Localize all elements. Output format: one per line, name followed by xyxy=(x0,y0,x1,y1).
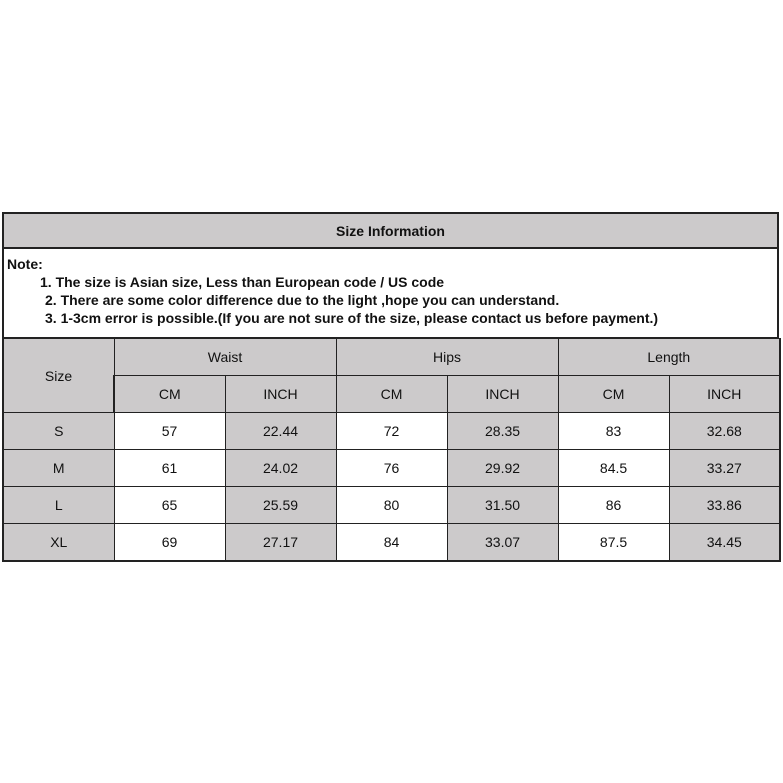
unit-cell: CM xyxy=(114,376,225,413)
note-line-3: 3. 1-3cm error is possible.(If you are not sure of the size, please contact us before payment.) xyxy=(45,310,659,326)
value-cell: 76 xyxy=(336,450,447,487)
size-cell: XL xyxy=(3,524,114,561)
value-cell: 29.92 xyxy=(447,450,558,487)
value-cell: 86 xyxy=(558,487,669,524)
value-cell: 32.68 xyxy=(669,413,780,450)
note-line-1: 1. The size is Asian size, Less than European code / US code xyxy=(40,274,445,290)
value-cell: 69 xyxy=(114,524,225,561)
size-chart-title xyxy=(2,212,779,249)
value-cell: 31.50 xyxy=(447,487,558,524)
table-unit-row xyxy=(3,376,780,413)
notes-section xyxy=(2,249,779,338)
table-row xyxy=(3,487,780,524)
size-table xyxy=(2,338,781,562)
note-line-2: 2. There are some color difference due to the light ,hope you can understand. xyxy=(45,292,560,308)
value-cell: 22.44 xyxy=(225,413,336,450)
value-cell: 33.86 xyxy=(669,487,780,524)
size-cell: L xyxy=(3,487,114,524)
value-cell: 65 xyxy=(114,487,225,524)
table-header-row xyxy=(3,339,780,376)
value-cell: 33.27 xyxy=(669,450,780,487)
value-cell: 61 xyxy=(114,450,225,487)
value-cell: 27.17 xyxy=(225,524,336,561)
size-chart xyxy=(2,212,779,562)
value-cell: 72 xyxy=(336,413,447,450)
value-cell: 57 xyxy=(114,413,225,450)
unit-cell: INCH xyxy=(447,376,558,413)
value-cell: 33.07 xyxy=(447,524,558,561)
note-label: Note: xyxy=(7,256,43,272)
value-cell: 84.5 xyxy=(558,450,669,487)
unit-cell: INCH xyxy=(225,376,336,413)
size-cell: M xyxy=(3,450,114,487)
value-cell: 28.35 xyxy=(447,413,558,450)
waist-header-cell: Waist xyxy=(114,339,336,376)
table-row xyxy=(3,413,780,450)
value-cell: 24.02 xyxy=(225,450,336,487)
value-cell: 25.59 xyxy=(225,487,336,524)
table-row xyxy=(3,450,780,487)
unit-cell: CM xyxy=(336,376,447,413)
length-header-cell: Length xyxy=(558,339,780,376)
value-cell: 83 xyxy=(558,413,669,450)
title-text: Size Information xyxy=(336,222,445,239)
value-cell: 84 xyxy=(336,524,447,561)
value-cell: 87.5 xyxy=(558,524,669,561)
hips-header-cell: Hips xyxy=(336,339,558,376)
size-cell: S xyxy=(3,413,114,450)
table-row xyxy=(3,524,780,561)
value-cell: 80 xyxy=(336,487,447,524)
unit-cell: CM xyxy=(558,376,669,413)
value-cell: 34.45 xyxy=(669,524,780,561)
size-header-cell: Size xyxy=(3,339,114,413)
unit-cell: INCH xyxy=(669,376,780,413)
